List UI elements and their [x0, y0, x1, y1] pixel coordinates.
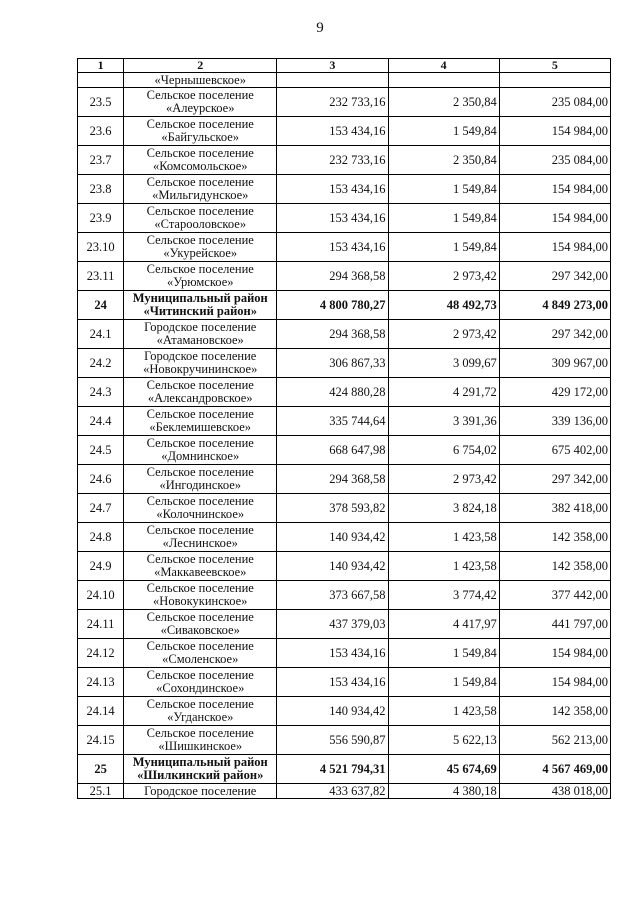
settlement-name	[124, 204, 277, 233]
table-row	[78, 581, 611, 610]
district-total-row	[78, 755, 611, 784]
header-col-5: 5	[499, 59, 610, 73]
amount-col-3: 153 434,16	[277, 233, 388, 262]
amount-col-3: 294 368,58	[277, 320, 388, 349]
amount-col-3: 437 379,03	[277, 610, 388, 639]
settlement-title: «Урюмское»	[166, 275, 234, 289]
settlement-type: Сельское поселение	[146, 204, 254, 218]
amount-col-3: 433 637,82	[277, 784, 388, 799]
settlement-type: Сельское поселение	[146, 668, 254, 682]
table-row	[78, 407, 611, 436]
amount-col-5: 142 358,00	[499, 552, 610, 581]
row-number: 24.10	[78, 581, 124, 610]
settlement-name	[124, 726, 277, 755]
settlement-type: Сельское поселение	[146, 436, 254, 450]
amount-col-5: 297 342,00	[499, 465, 610, 494]
table-row	[78, 88, 611, 117]
amount-col-5: 4 567 469,00	[499, 755, 610, 784]
settlement-type: Городское поселение	[144, 349, 257, 363]
row-number: 24.8	[78, 523, 124, 552]
amount-col-4: 1 549,84	[388, 668, 499, 697]
settlement-title: «Читинский район»	[143, 304, 258, 318]
amount-col-4: 1 549,84	[388, 639, 499, 668]
amount-col-5: 154 984,00	[499, 117, 610, 146]
table-row	[78, 465, 611, 494]
settlement-title: «Новокукинское»	[153, 594, 248, 608]
settlement-type: Сельское поселение	[146, 465, 254, 479]
table-row	[78, 204, 611, 233]
row-number: 24.6	[78, 465, 124, 494]
settlement-name	[124, 146, 277, 175]
settlement-name	[124, 117, 277, 146]
settlement-title: «Шилкинский район»	[137, 768, 264, 782]
settlement-name	[124, 755, 277, 784]
row-number: 24.4	[78, 407, 124, 436]
table-row	[78, 610, 611, 639]
amount-col-4: 2 973,42	[388, 320, 499, 349]
settlement-name	[124, 233, 277, 262]
row-number: 23.6	[78, 117, 124, 146]
row-number: 24.3	[78, 378, 124, 407]
settlement-name	[124, 668, 277, 697]
settlement-title: «Сиваковское»	[160, 623, 240, 637]
row-number: 24.15	[78, 726, 124, 755]
settlement-name	[124, 262, 277, 291]
row-number: 24.7	[78, 494, 124, 523]
amount-col-3: 378 593,82	[277, 494, 388, 523]
amount-col-4: 1 423,58	[388, 523, 499, 552]
amount-col-4: 5 622,13	[388, 726, 499, 755]
table-row	[78, 262, 611, 291]
settlement-title: «Леснинское»	[162, 536, 238, 550]
settlement-type: Муниципальный район	[132, 291, 268, 305]
settlement-type: Муниципальный район	[132, 755, 268, 769]
amount-col-4: 1 549,84	[388, 233, 499, 262]
amount-col-3: 4 800 780,27	[277, 291, 388, 320]
settlement-type: Сельское поселение	[146, 726, 254, 740]
settlement-name	[124, 552, 277, 581]
amount-col-3: 4 521 794,31	[277, 755, 388, 784]
amount-col-5: 235 084,00	[499, 146, 610, 175]
settlement-type: Сельское поселение	[146, 233, 254, 247]
amount-col-5: 297 342,00	[499, 262, 610, 291]
amount-col-3: 153 434,16	[277, 668, 388, 697]
amount-col-4: 45 674,69	[388, 755, 499, 784]
amount-col-5: 429 172,00	[499, 378, 610, 407]
amount-col-4: 3 774,42	[388, 581, 499, 610]
settlement-type: Сельское поселение	[146, 552, 254, 566]
amount-col-5: 154 984,00	[499, 668, 610, 697]
header-col-1: 1	[78, 59, 124, 73]
settlement-title: «Беклемишевское»	[149, 420, 252, 434]
table-row	[78, 320, 611, 349]
amount-col-4: 2 973,42	[388, 262, 499, 291]
settlement-type: Сельское поселение	[146, 639, 254, 653]
settlement-type: Сельское поселение	[146, 262, 254, 276]
settlement-name	[124, 610, 277, 639]
amount-col-3: 140 934,42	[277, 523, 388, 552]
settlement-title: «Маккавеевское»	[154, 565, 247, 579]
row-number	[78, 73, 124, 88]
row-number: 24.14	[78, 697, 124, 726]
amount-col-4: 3 099,67	[388, 349, 499, 378]
table-row	[78, 117, 611, 146]
row-number: 24.9	[78, 552, 124, 581]
amount-col-4: 1 549,84	[388, 175, 499, 204]
settlement-title: «Укурейское»	[163, 246, 238, 260]
amount-col-5: 4 849 273,00	[499, 291, 610, 320]
row-number: 23.5	[78, 88, 124, 117]
header-col-3: 3	[277, 59, 388, 73]
amount-col-5: 142 358,00	[499, 523, 610, 552]
row-number: 24	[78, 291, 124, 320]
settlement-type: Сельское поселение	[146, 146, 254, 160]
row-number: 24.13	[78, 668, 124, 697]
amount-col-5: 377 442,00	[499, 581, 610, 610]
amount-col-5: 154 984,00	[499, 204, 610, 233]
settlement-type: Сельское поселение	[146, 378, 254, 392]
amount-col-5	[499, 73, 610, 88]
settlement-title: «Угданское»	[167, 710, 234, 724]
settlement-name	[124, 523, 277, 552]
row-number: 25	[78, 755, 124, 784]
settlement-name	[124, 291, 277, 320]
row-number: 24.5	[78, 436, 124, 465]
settlement-name	[124, 378, 277, 407]
amount-col-4: 1 549,84	[388, 117, 499, 146]
settlement-name	[124, 494, 277, 523]
amount-col-4: 4 291,72	[388, 378, 499, 407]
amount-col-5: 441 797,00	[499, 610, 610, 639]
settlement-name	[124, 465, 277, 494]
amount-col-4: 2 350,84	[388, 88, 499, 117]
table-row	[78, 436, 611, 465]
settlement-title: «Атамановское»	[156, 333, 244, 347]
settlement-type: Городское поселение	[144, 320, 257, 334]
settlement-title: «Сохондинское»	[156, 681, 245, 695]
amount-col-3: 232 733,16	[277, 146, 388, 175]
settlement-name	[124, 88, 277, 117]
settlement-name	[124, 349, 277, 378]
amount-col-4: 48 492,73	[388, 291, 499, 320]
settlement-name: «Чернышевское»	[124, 73, 277, 88]
amount-col-3: 153 434,16	[277, 175, 388, 204]
row-number: 24.12	[78, 639, 124, 668]
allocation-table	[77, 58, 611, 799]
amount-col-3: 153 434,16	[277, 204, 388, 233]
amount-col-4: 6 754,02	[388, 436, 499, 465]
amount-col-5: 339 136,00	[499, 407, 610, 436]
amount-col-4: 3 824,18	[388, 494, 499, 523]
amount-col-4: 2 350,84	[388, 146, 499, 175]
table-row	[78, 726, 611, 755]
settlement-title: «Алеурское»	[166, 101, 235, 115]
settlement-title: «Колочнинское»	[156, 507, 245, 521]
amount-col-4: 1 423,58	[388, 552, 499, 581]
amount-col-3	[277, 73, 388, 88]
settlement-name	[124, 436, 277, 465]
amount-col-3: 424 880,28	[277, 378, 388, 407]
settlement-type: Сельское поселение	[146, 175, 254, 189]
amount-col-5: 142 358,00	[499, 697, 610, 726]
amount-col-4: 2 973,42	[388, 465, 499, 494]
district-total-row	[78, 291, 611, 320]
amount-col-5: 154 984,00	[499, 233, 610, 262]
page-number: 9	[316, 20, 324, 36]
table-row	[78, 233, 611, 262]
row-number: 23.10	[78, 233, 124, 262]
row-number: 25.1	[78, 784, 124, 799]
settlement-name	[124, 320, 277, 349]
settlement-title: «Ингодинское»	[159, 478, 242, 492]
amount-col-3: 668 647,98	[277, 436, 388, 465]
amount-col-5: 309 967,00	[499, 349, 610, 378]
row-number: 23.8	[78, 175, 124, 204]
table-row	[78, 668, 611, 697]
amount-col-5: 297 342,00	[499, 320, 610, 349]
amount-col-5: 562 213,00	[499, 726, 610, 755]
table-row	[78, 697, 611, 726]
table-row	[78, 639, 611, 668]
amount-col-3: 556 590,87	[277, 726, 388, 755]
settlement-type: Сельское поселение	[146, 494, 254, 508]
settlement-type: Сельское поселение	[146, 407, 254, 421]
settlement-title: «Новокручининское»	[143, 362, 258, 376]
table-header-row	[78, 59, 611, 73]
amount-col-5: 235 084,00	[499, 88, 610, 117]
amount-col-4: 4 417,97	[388, 610, 499, 639]
settlement-name	[124, 407, 277, 436]
settlement-title: «Старооловское»	[154, 217, 247, 231]
amount-col-4: 1 549,84	[388, 204, 499, 233]
amount-col-4: 3 391,36	[388, 407, 499, 436]
row-number: 24.2	[78, 349, 124, 378]
table-row	[78, 73, 611, 88]
amount-col-3: 335 744,64	[277, 407, 388, 436]
table-row	[78, 523, 611, 552]
settlement-name	[124, 697, 277, 726]
amount-col-3: 153 434,16	[277, 117, 388, 146]
settlement-type: Сельское поселение	[146, 610, 254, 624]
settlement-name	[124, 639, 277, 668]
amount-col-4	[388, 73, 499, 88]
amount-col-3: 294 368,58	[277, 262, 388, 291]
settlement-title: «Шишкинское»	[158, 739, 243, 753]
amount-col-3: 373 667,58	[277, 581, 388, 610]
settlement-title: «Байгульское»	[161, 130, 240, 144]
settlement-type: Сельское поселение	[146, 117, 254, 131]
row-number: 23.11	[78, 262, 124, 291]
row-number: 23.7	[78, 146, 124, 175]
amount-col-5: 382 418,00	[499, 494, 610, 523]
table-row	[78, 175, 611, 204]
table-row	[78, 349, 611, 378]
amount-col-4: 4 380,18	[388, 784, 499, 799]
amount-col-3: 294 368,58	[277, 465, 388, 494]
amount-col-5: 154 984,00	[499, 639, 610, 668]
table-row	[78, 784, 611, 799]
settlement-name	[124, 175, 277, 204]
amount-col-4: 1 423,58	[388, 697, 499, 726]
settlement-title: «Комсомольское»	[152, 159, 248, 173]
amount-col-5: 154 984,00	[499, 175, 610, 204]
table-row	[78, 494, 611, 523]
amount-col-3: 232 733,16	[277, 88, 388, 117]
amount-col-5: 438 018,00	[499, 784, 610, 799]
table-row	[78, 146, 611, 175]
row-number: 24.1	[78, 320, 124, 349]
table-row	[78, 378, 611, 407]
settlement-title: «Мильгидунское»	[152, 188, 249, 202]
amount-col-3: 140 934,42	[277, 697, 388, 726]
row-number: 24.11	[78, 610, 124, 639]
settlement-type: Сельское поселение	[146, 523, 254, 537]
settlement-name: Городское поселение	[124, 784, 277, 799]
settlement-title: «Домнинское»	[161, 449, 240, 463]
amount-col-3: 306 867,33	[277, 349, 388, 378]
amount-col-3: 153 434,16	[277, 639, 388, 668]
amount-col-3: 140 934,42	[277, 552, 388, 581]
settlement-type: Сельское поселение	[146, 697, 254, 711]
amount-col-5: 675 402,00	[499, 436, 610, 465]
settlement-type: Сельское поселение	[146, 88, 254, 102]
header-col-2: 2	[124, 59, 277, 73]
row-number: 23.9	[78, 204, 124, 233]
settlement-name	[124, 581, 277, 610]
table-row	[78, 552, 611, 581]
settlement-title: «Александровское»	[147, 391, 253, 405]
settlement-title: «Смоленское»	[162, 652, 239, 666]
settlement-type: Сельское поселение	[146, 581, 254, 595]
header-col-4: 4	[388, 59, 499, 73]
